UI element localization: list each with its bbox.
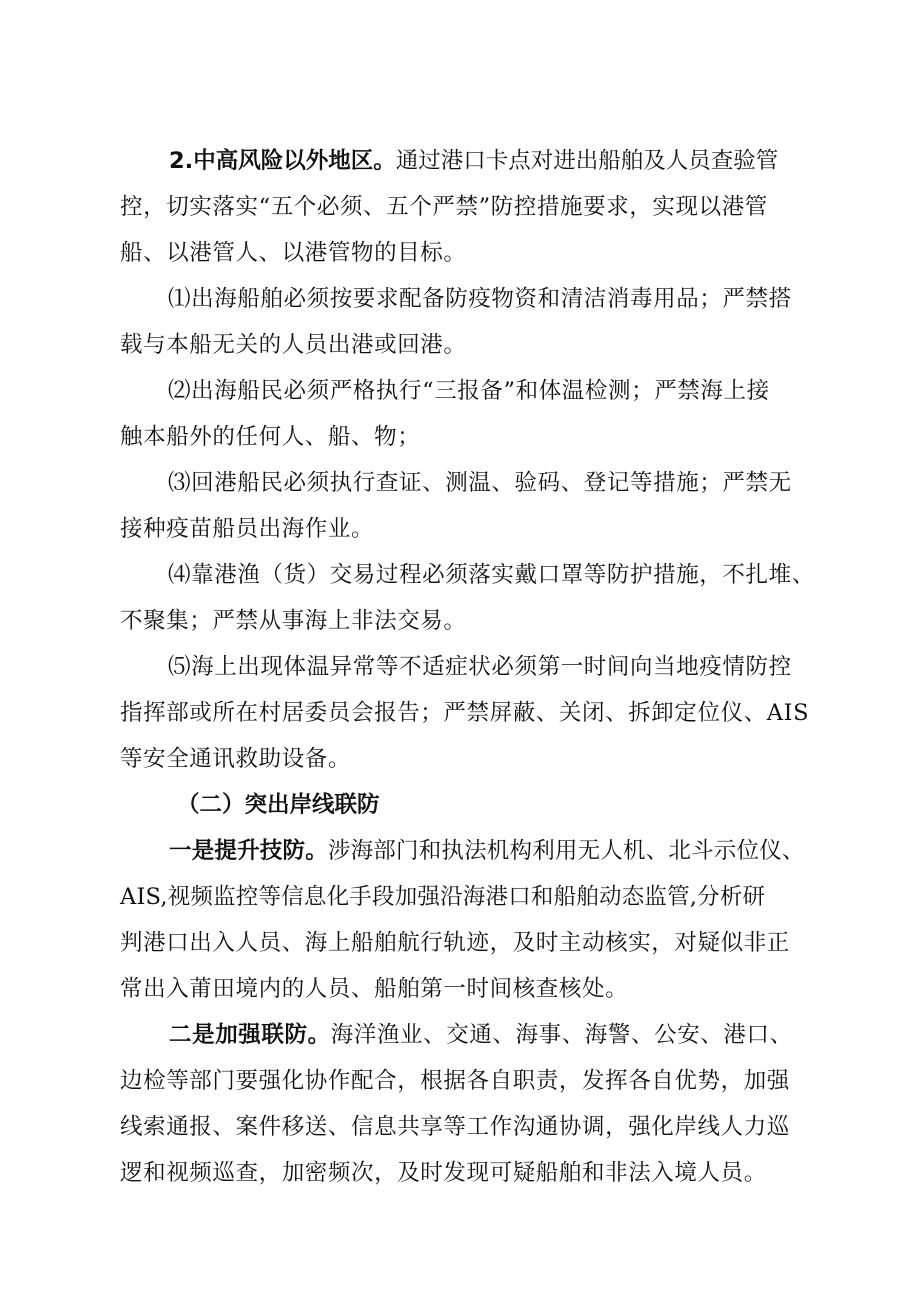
body-text-line: 船、以港管人、以港管物的目标。 <box>120 240 467 266</box>
list-item-2-line-1: ⑵出海船民必须严格执行“三报备”和体温检测；严禁海上接 <box>168 378 770 404</box>
list-item-1-line-2: 载与本船无关的人员出港或回港。 <box>120 332 467 358</box>
section2-heading: 2.中高风险以外地区。 <box>169 148 396 174</box>
subsection-heading: （二）突出岸线联防 <box>177 792 380 818</box>
body-text-line: AIS,视频监控等信息化手段加强沿海港口和船舶动态监管,分析研 <box>120 884 766 910</box>
list-item-4-line-1: ⑷靠港渔（货）交易过程必须落实戴口罩等防护措施，不扎堆、 <box>168 562 815 588</box>
point2-lead: 二是加强联防。 <box>169 1022 331 1048</box>
point1-lead: 一是提升技防。 <box>169 838 328 864</box>
body-text-line: 逻和视频巡查，加密频次，及时发现可疑船舶和非法入境人员。 <box>120 1160 767 1186</box>
body-text-line: 线索通报、案件移送、信息共享等工作沟通协调，强化岸线人力巡 <box>120 1114 790 1140</box>
point2-first-line <box>169 1020 793 1050</box>
list-item-5-line-3: 等安全通讯救助设备。 <box>120 746 352 772</box>
body-text-line: 常出入莆田境内的人员、船舶第一时间核查核处。 <box>120 976 629 1002</box>
section2-first-line <box>169 146 778 176</box>
section2-text: 通过港口卡点对进出船舶及人员查验管 <box>395 148 779 174</box>
body-text-line: 控，切实落实“五个必须、五个严禁”防控措施要求，实现以港管 <box>120 194 768 220</box>
body-text-line: 边检等部门要强化协作配合，根据各自职责，发挥各自优势，加强 <box>120 1068 790 1094</box>
body-text-line: 判港口出入人员、海上船舶航行轨迹，及时主动核实，对疑似非正 <box>120 930 790 956</box>
point1-text: 涉海部门和执法机构利用无人机、北斗示位仪、 <box>327 838 805 864</box>
list-item-1-line-1: ⑴出海船舶必须按要求配备防疫物资和清洁消毒用品；严禁搭 <box>168 286 792 312</box>
list-item-5-line-1: ⑸海上出现体温异常等不适症状必须第一时间向当地疫情防控 <box>168 654 792 680</box>
list-item-2-line-2: 触本船外的任何人、船、物； <box>120 424 421 450</box>
point2-text: 海洋渔业、交通、海事、海警、公安、港口、 <box>330 1022 793 1048</box>
list-item-5-line-2: 指挥部或所在村居委员会报告；严禁屏蔽、关闭、拆卸定位仪、AIS <box>120 700 810 726</box>
point1-first-line <box>169 836 805 866</box>
list-item-3-line-2: 接种疫苗船员出海作业。 <box>120 516 375 542</box>
list-item-3-line-1: ⑶回港船民必须执行查证、测温、验码、登记等措施；严禁无 <box>168 470 792 496</box>
list-item-4-line-2: 不聚集；严禁从事海上非法交易。 <box>120 608 467 634</box>
